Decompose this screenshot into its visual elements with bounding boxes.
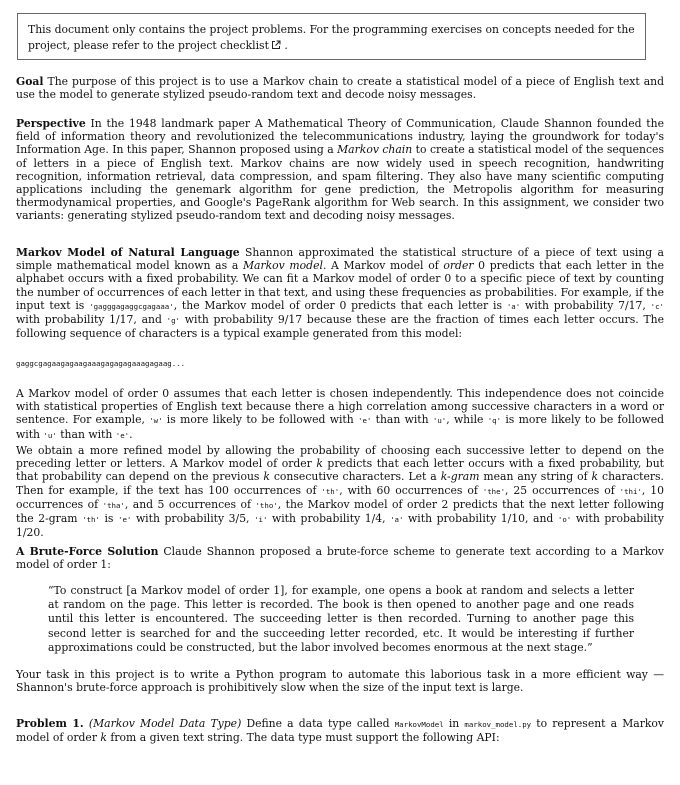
problem1-paragraph: Problem 1. (Markov Model Data Type) Define a data type called MarkovModel in markov_model.py to represent a Markov model of order k from a given text string. The data type must support the following API:	[16, 717, 665, 745]
order0-paragraph: A Markov model of order 0 assumes that each letter is chosen independently. This independence does not coincide with statistical properties of English text because there a high correlation among successive characters in a word or sentence. For example, 'w' is more likely to be followed with 'e' than with 'u', while 'q' is more likely to be followed with 'u' than with 'e'.	[16, 387, 665, 441]
markov-model-paragraph: Markov Model of Natural Language Shannon approximated the statistical structure of a piece of text using a simple mathematical model known as a Markov model. A Markov model of order 0 predicts that each letter in the alphabet occurs with a fixed probability. We can fit a Markov model of order 0 to a specific piece of text by counting the number of occurrences of each letter in that text, and using these frequencies as probabilities. For example, if the input text is 'gagggagaggcgagaaa', the Markov model of order 0 predicts that each letter is 'a' with probability 7/17, 'c' with probability 1/17, and 'g' with probability 9/17 because these are the fraction of times each letter occurs. The following sequence of characters is a typical example generated from this model:	[16, 246, 664, 341]
notice-text: This document only contains the project problems. For the programming exercises on concepts needed for the project, please refer to the project checklist .	[28, 22, 638, 54]
markov-model-heading: Markov Model of Natural Language	[16, 246, 240, 259]
orderk-paragraph: We obtain a more refined model by allowing the probability of choosing each successive letter to depend on the preceding letter or letters. A Markov model of order k predicts that each letter occurs with a fixed probability, but that probability can depend on the previous k consecutive characters. Let a k-gram mean any string of k characters. Then for example, if the text has 100 occurrences of 'th', with 60 occurrences of 'the', 25 occurrences of 'thi', 10 occurrences of 'tha', and 5 occurrences of 'tho', the Markov model of order 2 predicts that the next letter following the 2-gram 'th' is 'e' with probability 3/5, 'i' with probability 1/4, 'a' with probability 1/10, and 'o' with probability 1/20.	[16, 444, 664, 540]
external-link-icon[interactable]	[271, 39, 281, 55]
shannon-quote: “To construct [a Markov model of order 1], for example, one opens a book at random and selects a letter at random on the page. This letter is recorded. The book is then opened to another page and one reads until this letter is encountered. The succeeding letter is then recorded. Turning to another page this second letter is searched for and the succeeding letter recorded, etc. It would be interesting if further approximations could be constructed, but the labor involved becomes enormous at the next stage.”	[48, 584, 634, 654]
brute-force-heading: A Brute-Force Solution	[16, 545, 159, 558]
brute-force-paragraph: A Brute-Force Solution Claude Shannon proposed a brute-force scheme to generate text according to a Markov model of order 1:	[16, 545, 664, 572]
task-paragraph: Your task in this project is to write a Python program to automate this laborious task in a more efficient way — Shannon's brute-force approach is prohibitively slow when the size of the input text is large.	[16, 668, 664, 695]
perspective-heading: Perspective	[16, 117, 86, 130]
sample-sequence: gaggcgagaagagaagaaagagagagaaagagaag...	[16, 359, 186, 368]
goal-heading: Goal	[16, 75, 44, 88]
problem1-heading: Problem 1.	[16, 717, 84, 730]
perspective-paragraph: Perspective In the 1948 landmark paper A Mathematical Theory of Communication, Claude Shannon founded the field of information theory and revolutionized the telecommunications industry, laying the groundwork for today's Information Age. In this paper, Shannon proposed using a Markov chain to create a statistical model of the sequences of letters in a piece of English text. Markov chains are now widely used in speech recognition, handwriting recognition, information retrieval, data compression, and spam filtering. They also have many scientific computing applications including the genemark algorithm for gene prediction, the Metropolis algorithm for measuring thermodynamical properties, and Google's PageRank algorithm for Web search. In this assignment, we consider two variants: generating stylized pseudo-random text and decoding noisy messages.	[16, 117, 664, 223]
notice-box	[17, 13, 646, 60]
goal-paragraph: Goal The purpose of this project is to use a Markov chain to create a statistical model of a piece of English text and use the model to generate stylized pseudo-random text and decode noisy messages.	[16, 75, 664, 102]
